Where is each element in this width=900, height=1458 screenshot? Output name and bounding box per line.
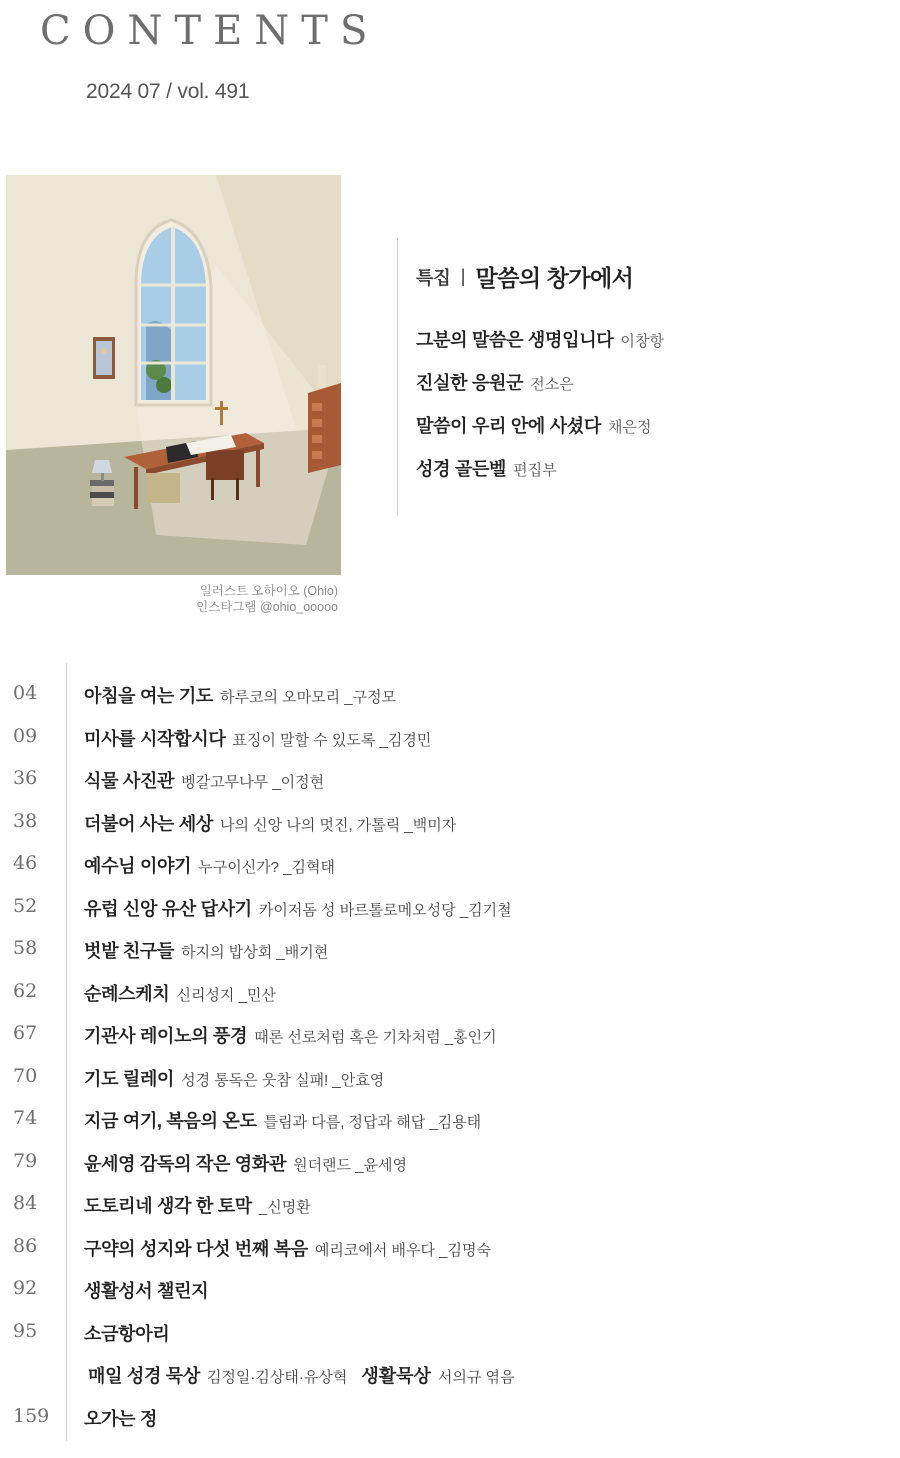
toc-title: 벗밭 친구들 (84, 941, 175, 961)
toc-title: 매일 성경 묵상 (88, 1366, 200, 1386)
feature-item-title: 말씀이 우리 안에 사셨다 (416, 416, 601, 436)
toc-page-number: 04 (13, 682, 38, 704)
toc-title: 기관사 레이노의 풍경 (84, 1026, 248, 1046)
toc-page-number: 09 (13, 724, 38, 747)
feature-tag: 특집 (416, 267, 451, 288)
toc-page-number: 84 (13, 1192, 38, 1214)
toc-row[interactable] (0, 970, 900, 1013)
illustration-instagram: 인스타그램 @ohio_ooooo (196, 600, 338, 614)
toc-title: 더불어 사는 세상 (84, 813, 214, 834)
toc-subtitle: 틀림과 다름, 정답과 해답 _김용태 (263, 1114, 482, 1131)
issue-number: 2024 07 / vol. 491 (86, 80, 250, 103)
toc-page-number: 38 (13, 809, 38, 832)
feature-item-author: 채은정 (607, 419, 652, 436)
toc-row[interactable] (0, 1012, 900, 1055)
feature-heading (416, 260, 633, 293)
toc-subtitle: 김정일·김상태·유상혁 (206, 1369, 348, 1386)
toc-page-number: 95 (13, 1319, 38, 1342)
toc-page-number: 74 (13, 1107, 38, 1129)
toc-title: 예수님 이야기 (84, 856, 192, 876)
feature-item[interactable] (416, 455, 664, 498)
feature-item[interactable] (416, 369, 664, 412)
toc-page-number: 58 (13, 937, 38, 959)
toc-page-number: 92 (13, 1277, 38, 1299)
table-of-contents (0, 672, 900, 1437)
toc-title: 도토리네 생각 한 토막 (84, 1196, 252, 1216)
toc-subtitle: 누구이신가? _김혁태 (198, 859, 336, 876)
contents-heading: CONTENTS (40, 8, 380, 54)
toc-row[interactable] (0, 1182, 900, 1225)
feature-list (416, 326, 664, 498)
feature-item-author: 이창항 (620, 333, 664, 350)
toc-page-number: 159 (13, 1404, 50, 1427)
toc-page-number: 70 (13, 1064, 38, 1087)
toc-subtitle: 서의규 엮음 (437, 1369, 515, 1386)
feature-separator: | (460, 266, 466, 286)
toc-subtitle: 표징이 말할 수 있도록 _김경민 (232, 731, 432, 749)
toc-title: 아침을 여는 기도 (84, 686, 214, 706)
toc-row[interactable] (0, 1097, 900, 1140)
feature-item-author: 편집부 (513, 462, 557, 479)
toc-row-meditation[interactable] (0, 1352, 900, 1395)
toc-title: 미사를 시작합시다 (84, 728, 226, 749)
toc-title: 생활묵상 (361, 1366, 431, 1386)
toc-row[interactable] (0, 1140, 900, 1183)
toc-row[interactable] (0, 1395, 900, 1438)
toc-subtitle: 성경 통독은 웃참 실패! _안효영 (181, 1071, 385, 1089)
feature-item[interactable] (416, 326, 664, 369)
feature-divider (397, 238, 398, 516)
toc-title: 소금항아리 (84, 1323, 170, 1344)
toc-row[interactable] (0, 885, 900, 928)
toc-title: 윤세영 감독의 작은 영화관 (84, 1153, 287, 1174)
toc-subtitle: 나의 신앙 나의 멋진, 가톨릭 _백미자 (220, 816, 457, 834)
toc-page-number: 62 (13, 979, 38, 1002)
feature-item[interactable] (416, 412, 664, 455)
toc-subtitle: 원더랜드 _윤세영 (293, 1156, 408, 1174)
toc-row[interactable] (0, 672, 900, 715)
toc-title: 식물 사진관 (84, 771, 175, 791)
toc-subtitle: 때론 선로처럼 혹은 기차처럼 _홍인기 (254, 1029, 497, 1046)
toc-row[interactable] (0, 800, 900, 843)
toc-page-number: 67 (13, 1022, 38, 1044)
toc-subtitle: 신리성지 _민산 (176, 986, 276, 1004)
toc-subtitle: 벵갈고무나무 _이정현 (181, 774, 325, 791)
feature-item-title: 진실한 응원군 (416, 373, 524, 393)
toc-page-number: 36 (13, 767, 38, 789)
toc-row[interactable] (0, 757, 900, 800)
toc-title: 유럽 신앙 유산 답사기 (84, 898, 252, 919)
toc-title: 오가는 정 (84, 1408, 158, 1429)
toc-title: 기도 릴레이 (84, 1068, 175, 1089)
feature-item-author: 전소은 (530, 376, 574, 393)
toc-subtitle: 하지의 밥상회 _배기현 (181, 944, 329, 961)
toc-title: 지금 여기, 복음의 온도 (84, 1111, 257, 1131)
feature-item-title: 성경 골든벨 (416, 459, 507, 479)
toc-subtitle: 하루코의 오마모리 _구정모 (220, 689, 397, 706)
feature-title: 말씀의 창가에서 (475, 265, 634, 291)
toc-row[interactable] (0, 715, 900, 758)
toc-page-number: 52 (13, 894, 38, 917)
toc-title: 순례스케치 (84, 983, 170, 1004)
toc-title: 구약의 성지와 다섯 번째 복음 (84, 1238, 308, 1259)
toc-page-number: 86 (13, 1234, 38, 1257)
toc-row[interactable] (0, 1310, 900, 1353)
toc-row[interactable] (0, 842, 900, 885)
toc-row[interactable] (0, 1267, 900, 1310)
illustration-credit: 일러스트 오하이오 (Ohio) (199, 584, 338, 598)
feature-item-title: 그분의 말씀은 생명입니다 (416, 330, 614, 350)
cover-illustration (6, 175, 341, 575)
toc-page-number: 46 (13, 852, 38, 874)
toc-title: 생활성서 챌린지 (84, 1281, 209, 1301)
toc-row[interactable] (0, 1055, 900, 1098)
toc-subtitle: _신명환 (258, 1199, 311, 1216)
toc-subtitle: 카이저돔 성 바르톨로메오성당 _김기철 (258, 901, 512, 919)
toc-page-number: 79 (13, 1149, 38, 1172)
toc-row[interactable] (0, 927, 900, 970)
toc-subtitle: 예리코에서 배우다 _김명숙 (314, 1241, 491, 1259)
toc-row[interactable] (0, 1225, 900, 1268)
